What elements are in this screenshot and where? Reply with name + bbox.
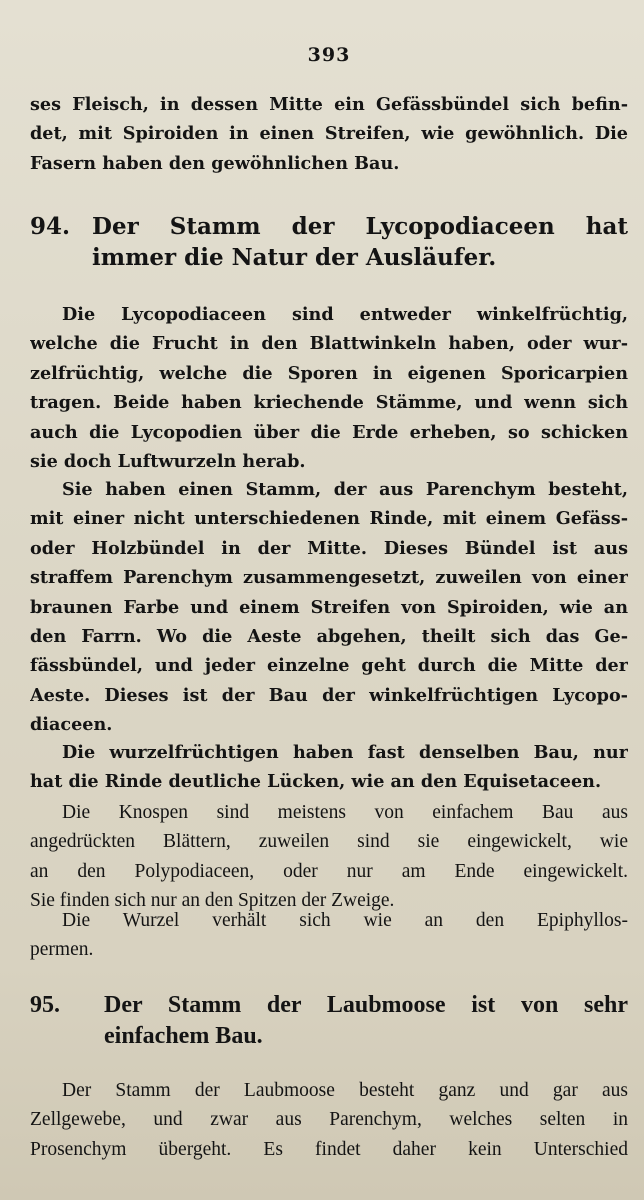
text-line: angedrückten Blättern, zuweilen sind sie eingewickelt, wie	[30, 831, 628, 853]
section-95-paragraph-1	[30, 1076, 628, 1164]
section-title-line: Der Stamm der Laubmoose ist von sehr	[104, 992, 628, 1018]
text-line: Die Wurzel verhält sich wie an den Epiphyllos-	[62, 910, 628, 931]
section-94-heading	[30, 211, 628, 273]
text-line: Die Knospen sind meistens von einfachem Bau aus	[62, 802, 628, 823]
section-title-line: immer die Natur der Ausläufer.	[92, 244, 497, 271]
text-line: straffem Parenchym zusammengesetzt, zuweilen von einer	[30, 567, 628, 589]
text-line: sie doch Luftwurzeln herab.	[30, 451, 306, 473]
section-number: 94.	[30, 213, 71, 240]
section-title-line: einfachem Bau.	[104, 1023, 263, 1049]
text-line: Aeste. Dieses ist der Bau der winkelfrüchtigen Lycopo-	[30, 684, 628, 706]
text-line: an den Polypodiaceen, oder nur am Ende eingewickelt.	[30, 860, 628, 882]
section-94-paragraph-2	[30, 475, 628, 740]
intro-paragraph	[30, 90, 628, 178]
section-number: 95.	[30, 992, 60, 1018]
text-line: hat die Rinde deutliche Lücken, wie an den Equisetaceen.	[30, 771, 602, 793]
text-line: Fasern haben den gewöhnlichen Bau.	[30, 152, 400, 174]
text-line: det, mit Spiroiden in einen Streifen, wie gewöhnlich. Die	[30, 123, 628, 145]
text-line: zelfrüchtig, welche die Sporen in eigenen Sporicarpien	[30, 362, 628, 384]
section-94-paragraph-1	[30, 300, 628, 476]
text-line: permen.	[30, 939, 94, 961]
text-line: Prosenchym übergeht. Es findet daher kein Unterschied	[30, 1138, 628, 1160]
section-95-heading	[30, 990, 628, 1052]
section-94-paragraph-4	[30, 798, 628, 916]
book-page	[30, 0, 628, 1200]
section-title-line: Der Stamm der Lycopodiaceen hat	[92, 213, 628, 240]
text-line: Sie finden sich nur an den Spitzen der Zweige.	[30, 890, 395, 912]
section-94-paragraph-5	[30, 906, 628, 965]
text-line: Die Lycopodiaceen sind entweder winkelfrüchtig,	[62, 304, 628, 325]
text-line: braunen Farbe und einem Streifen von Spiroiden, wie an	[30, 596, 628, 618]
text-line: Sie haben einen Stamm, der aus Parenchym besteht,	[62, 479, 628, 500]
page-number: 393	[307, 44, 351, 66]
text-line: ses Fleisch, in dessen Mitte ein Gefässbündel sich befin-	[30, 94, 628, 115]
text-line: oder Holzbündel in der Mitte. Dieses Bündel ist aus	[30, 537, 628, 559]
text-line: Die wurzelfrüchtigen haben fast denselben Bau, nur	[62, 742, 628, 763]
text-line: Der Stamm der Laubmoose besteht ganz und gar aus	[62, 1080, 628, 1101]
text-line: mit einer nicht unterschiedenen Rinde, mit einem Gefäss-	[30, 508, 628, 530]
text-line: den Farrn. Wo die Aeste abgehen, theilt sich das Ge-	[30, 626, 628, 648]
text-line: tragen. Beide haben kriechende Stämme, und wenn sich	[30, 392, 628, 414]
text-line: diaceen.	[30, 714, 113, 736]
section-94-paragraph-3	[30, 738, 628, 797]
text-line: fässbündel, und jeder einzelne geht durch die Mitte der	[30, 655, 628, 677]
text-line: welche die Frucht in den Blattwinkeln haben, oder wur-	[30, 333, 628, 355]
text-line: auch die Lycopodien über die Erde erheben, so schicken	[30, 421, 628, 443]
text-line: Zellgewebe, und zwar aus Parenchym, welches selten in	[30, 1109, 628, 1131]
